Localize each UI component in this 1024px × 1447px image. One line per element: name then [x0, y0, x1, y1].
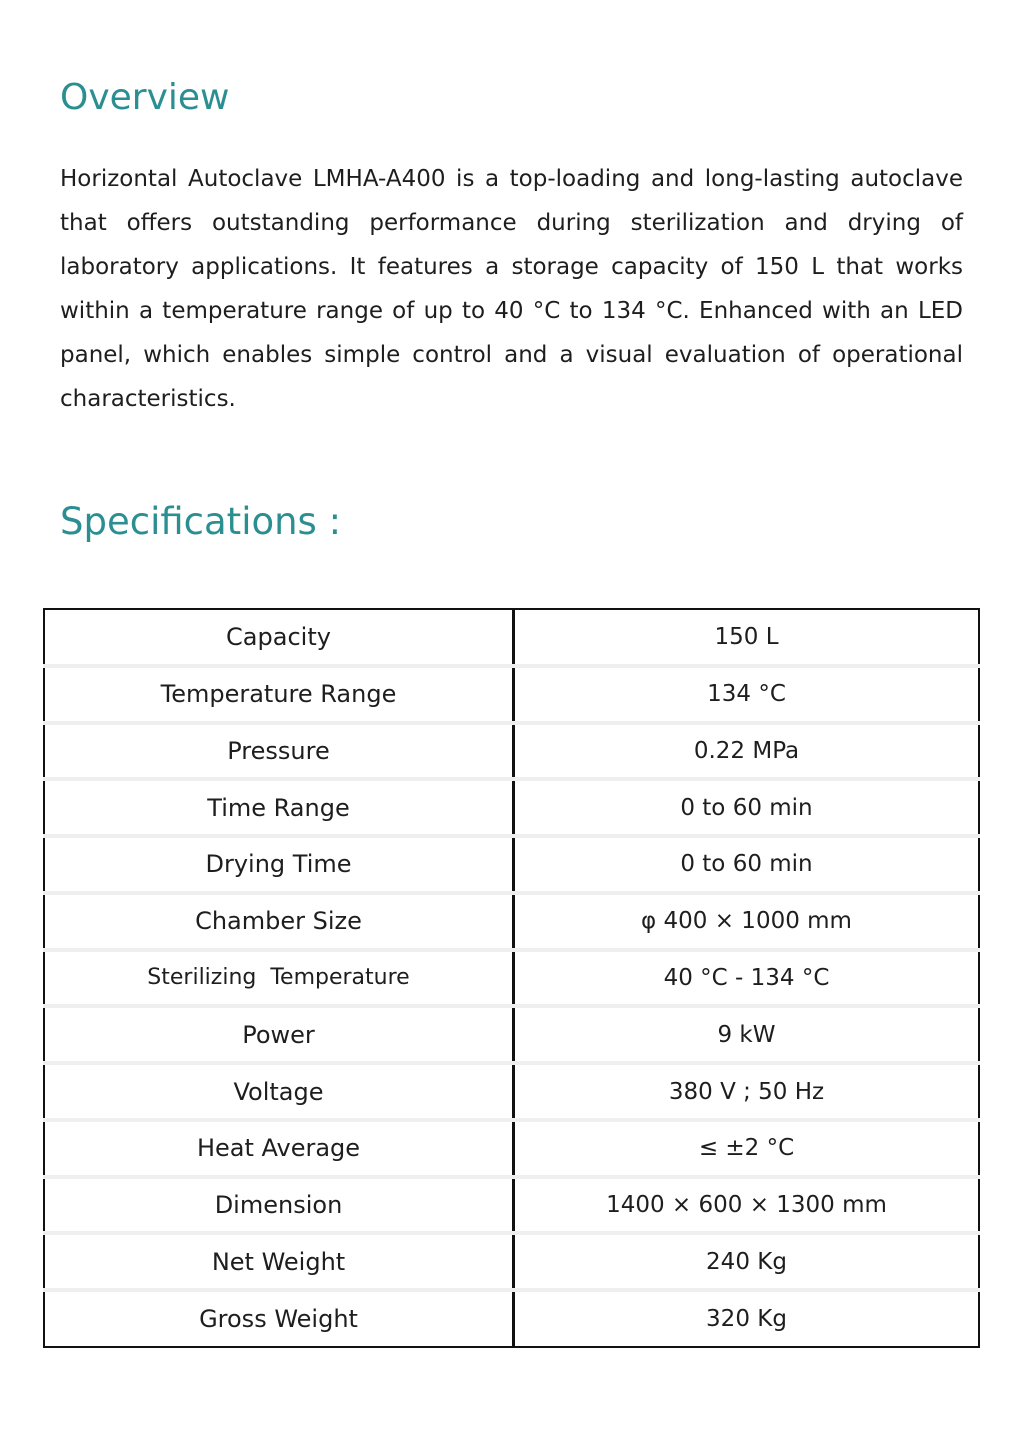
spec-row-time-range: [44, 779, 979, 836]
spec-label: Chamber Size: [44, 893, 514, 950]
spec-label: Drying Time: [44, 836, 514, 893]
spec-row-heat-average: [44, 1120, 979, 1177]
spec-label: Dimension: [44, 1177, 514, 1234]
spec-value: φ 400 × 1000 mm: [514, 893, 980, 950]
spec-value: 320 Kg: [514, 1290, 980, 1347]
spec-label: Time Range: [44, 779, 514, 836]
spec-row-dimension: [44, 1177, 979, 1234]
spec-row-power: [44, 1006, 979, 1063]
spec-label: Gross Weight: [44, 1290, 514, 1347]
spec-label: Pressure: [44, 723, 514, 780]
spec-row-drying-time: [44, 836, 979, 893]
spec-label: Capacity: [44, 609, 514, 666]
spec-value: 40 °C - 134 °C: [514, 950, 980, 1007]
spec-label: Heat Average: [44, 1120, 514, 1177]
specifications-table: [43, 608, 980, 1348]
overview-paragraph: Horizontal Autoclave LMHA-A400 is a top-loading and long-lasting autoclave that offers outstanding performance during sterilization and drying of laboratory applications. It features a storage capacity of 150 L that works within a temperature range of up to 40 °C to 134 °C. Enhanced with an LED panel, which enables simple control and a visual evaluation of operational characteristics.: [60, 166, 963, 412]
spec-row-gross-weight: [44, 1290, 979, 1347]
spec-value: 1400 × 600 × 1300 mm: [514, 1177, 980, 1234]
spec-value: 0 to 60 min: [514, 836, 980, 893]
spec-row-chamber-size: [44, 893, 979, 950]
spec-row-sterilizing-temperature: [44, 950, 979, 1007]
spec-value: ≤ ±2 °C: [514, 1120, 980, 1177]
spec-label: Sterilizing Temperature: [44, 950, 514, 1007]
spec-label: Net Weight: [44, 1233, 514, 1290]
spec-row-net-weight: [44, 1233, 979, 1290]
specifications-heading: Specifications :: [60, 500, 342, 543]
spec-value: 0.22 MPa: [514, 723, 980, 780]
spec-value: 0 to 60 min: [514, 779, 980, 836]
spec-row-temperature-range: [44, 666, 979, 723]
overview-heading: Overview: [60, 77, 230, 118]
spec-value: 380 V ; 50 Hz: [514, 1063, 980, 1120]
spec-label: Voltage: [44, 1063, 514, 1120]
spec-row-pressure: [44, 723, 979, 780]
spec-label: Power: [44, 1006, 514, 1063]
spec-row-voltage: [44, 1063, 979, 1120]
spec-value: 150 L: [714, 623, 779, 650]
spec-label: Temperature Range: [44, 666, 514, 723]
spec-value: 9 kW: [514, 1006, 980, 1063]
spec-value: 134 °C: [514, 666, 980, 723]
spec-row-capacity: [44, 609, 979, 666]
spec-value: 240 Kg: [514, 1233, 980, 1290]
